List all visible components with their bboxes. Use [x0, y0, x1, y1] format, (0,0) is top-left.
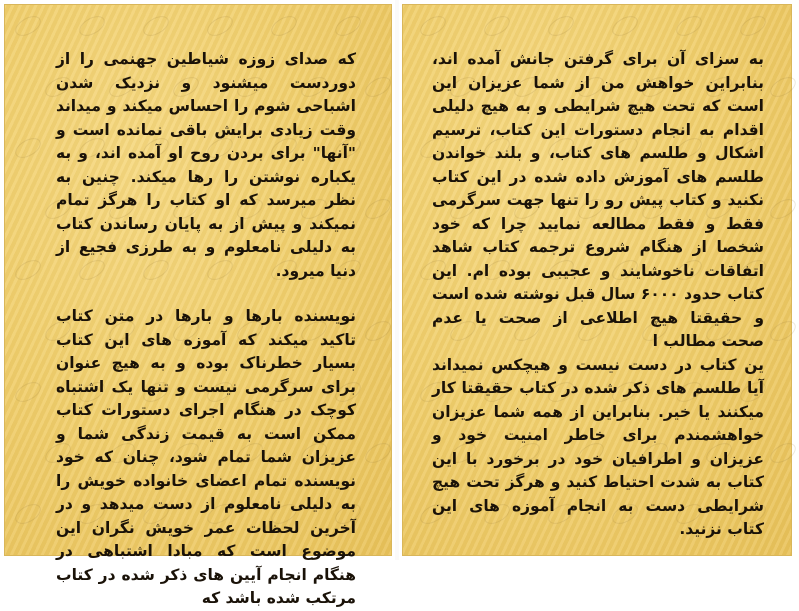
watermark-stamp	[609, 12, 641, 40]
left-page	[4, 4, 392, 607]
right-page	[402, 4, 792, 556]
right-paragraph-1: به سزای آن برای گرفتن جانش آمده اند، بنابراین خواهش من از شما عزیزان این است که تحت هیچ شرایطی و به هیچ دلیلی اقدام به انجام دستورات این کتاب، ترسیم اشکال و طلسم های کتاب، و بلند خواندن طلسم های آموزش داده شده در این کتاب نکنید و کتاب پیش رو را تنها جهت سرگرمی فقط و فقط مطالعه نمایید چرا که خود شخصا از هنگام شروع ترجمه کتاب شاهد اتفاقات ناخوشایند و عجیبی بوده ام. این کتاب حدود ۶۰۰۰ سال قبل نوشته شده است و حقیقتا هیچ اطلاعی از صحت یا عدم صحت مطالب ا	[432, 50, 764, 350]
watermark-stamp	[12, 134, 44, 162]
watermark-stamp	[204, 12, 236, 40]
watermark-stamp	[545, 12, 577, 40]
watermark-stamp	[76, 12, 108, 40]
watermark-stamp	[673, 12, 705, 40]
watermark-stamp	[362, 439, 394, 467]
watermark-stamp	[362, 73, 394, 101]
watermark-stamp	[737, 12, 769, 40]
watermark-stamp	[767, 73, 799, 101]
watermark-stamp	[332, 12, 364, 40]
watermark-stamp	[362, 195, 394, 223]
right-paragraph-2: ین کتاب در دست نیست و هیچکس نمیداند آیا طلسم های ذکر شده در کتاب حقیقتا کار میکنند یا خیر. بنابراین از همه شما عزیزان خواهشمندم برای خاطر امنیت خود و عزیزان و اطرافیان خود در برخورد با این کتاب به شدت احتیاط کنید و هرگز تحت هیچ شرایطی دست به انجام آموزه های این کتاب نزنید.	[432, 355, 764, 538]
watermark-stamp	[12, 378, 44, 406]
watermark-stamp	[12, 256, 44, 284]
left-paragraph-1: که صدای زوزه شیاطین جهنمی را از دوردست میشنود و نزدیک شدن اشباحی شوم را احساس میکند و میداند وقت زیادی برایش باقی نمانده است و "آنها" برای بردن روح او آمده اند، و به یکباره نوشتن را رها میکند. چنین به نظر میرسد که او کتاب را هرگز تمام نمیکند و پیش از به پایان رساندن کتاب به دلیلی نامعلوم و به طرزی فجیع از دنیا میرود.	[56, 50, 356, 280]
watermark-stamp	[767, 317, 799, 345]
watermark-stamp	[268, 12, 300, 40]
watermark-stamp	[767, 195, 799, 223]
watermark-stamp	[362, 317, 394, 345]
watermark-stamp	[12, 12, 44, 40]
watermark-stamp	[481, 12, 513, 40]
left-page-text	[56, 48, 356, 611]
watermark-stamp	[140, 12, 172, 40]
watermark-stamp	[417, 12, 449, 40]
left-paragraph-2: نویسنده بارها و بارها در متن کتاب تاکید میکند که آموزه های این کتاب بسیار خطرناک بوده و به هیچ عنوان برای سرگرمی نیست و تنها یک اشتباه کوچک در هنگام اجرای دستورات کتاب ممکن است به قیمت زندگی شما و عزیزان شما تمام شود، چنان که خود نویسنده تمام اعضای خانواده خویش را به دلیلی نامعلوم از دست میدهد و در آخرین لحظات عمر خویش نگران این موضوع است که مبادا اشتباهی در هنگام انجام آیین های ذکر شده در کتاب مرتکب شده باشد که	[56, 307, 356, 607]
page-divider	[395, 0, 399, 560]
watermark-stamp	[767, 439, 799, 467]
right-page-text	[432, 48, 764, 542]
watermark-stamp	[12, 500, 44, 528]
